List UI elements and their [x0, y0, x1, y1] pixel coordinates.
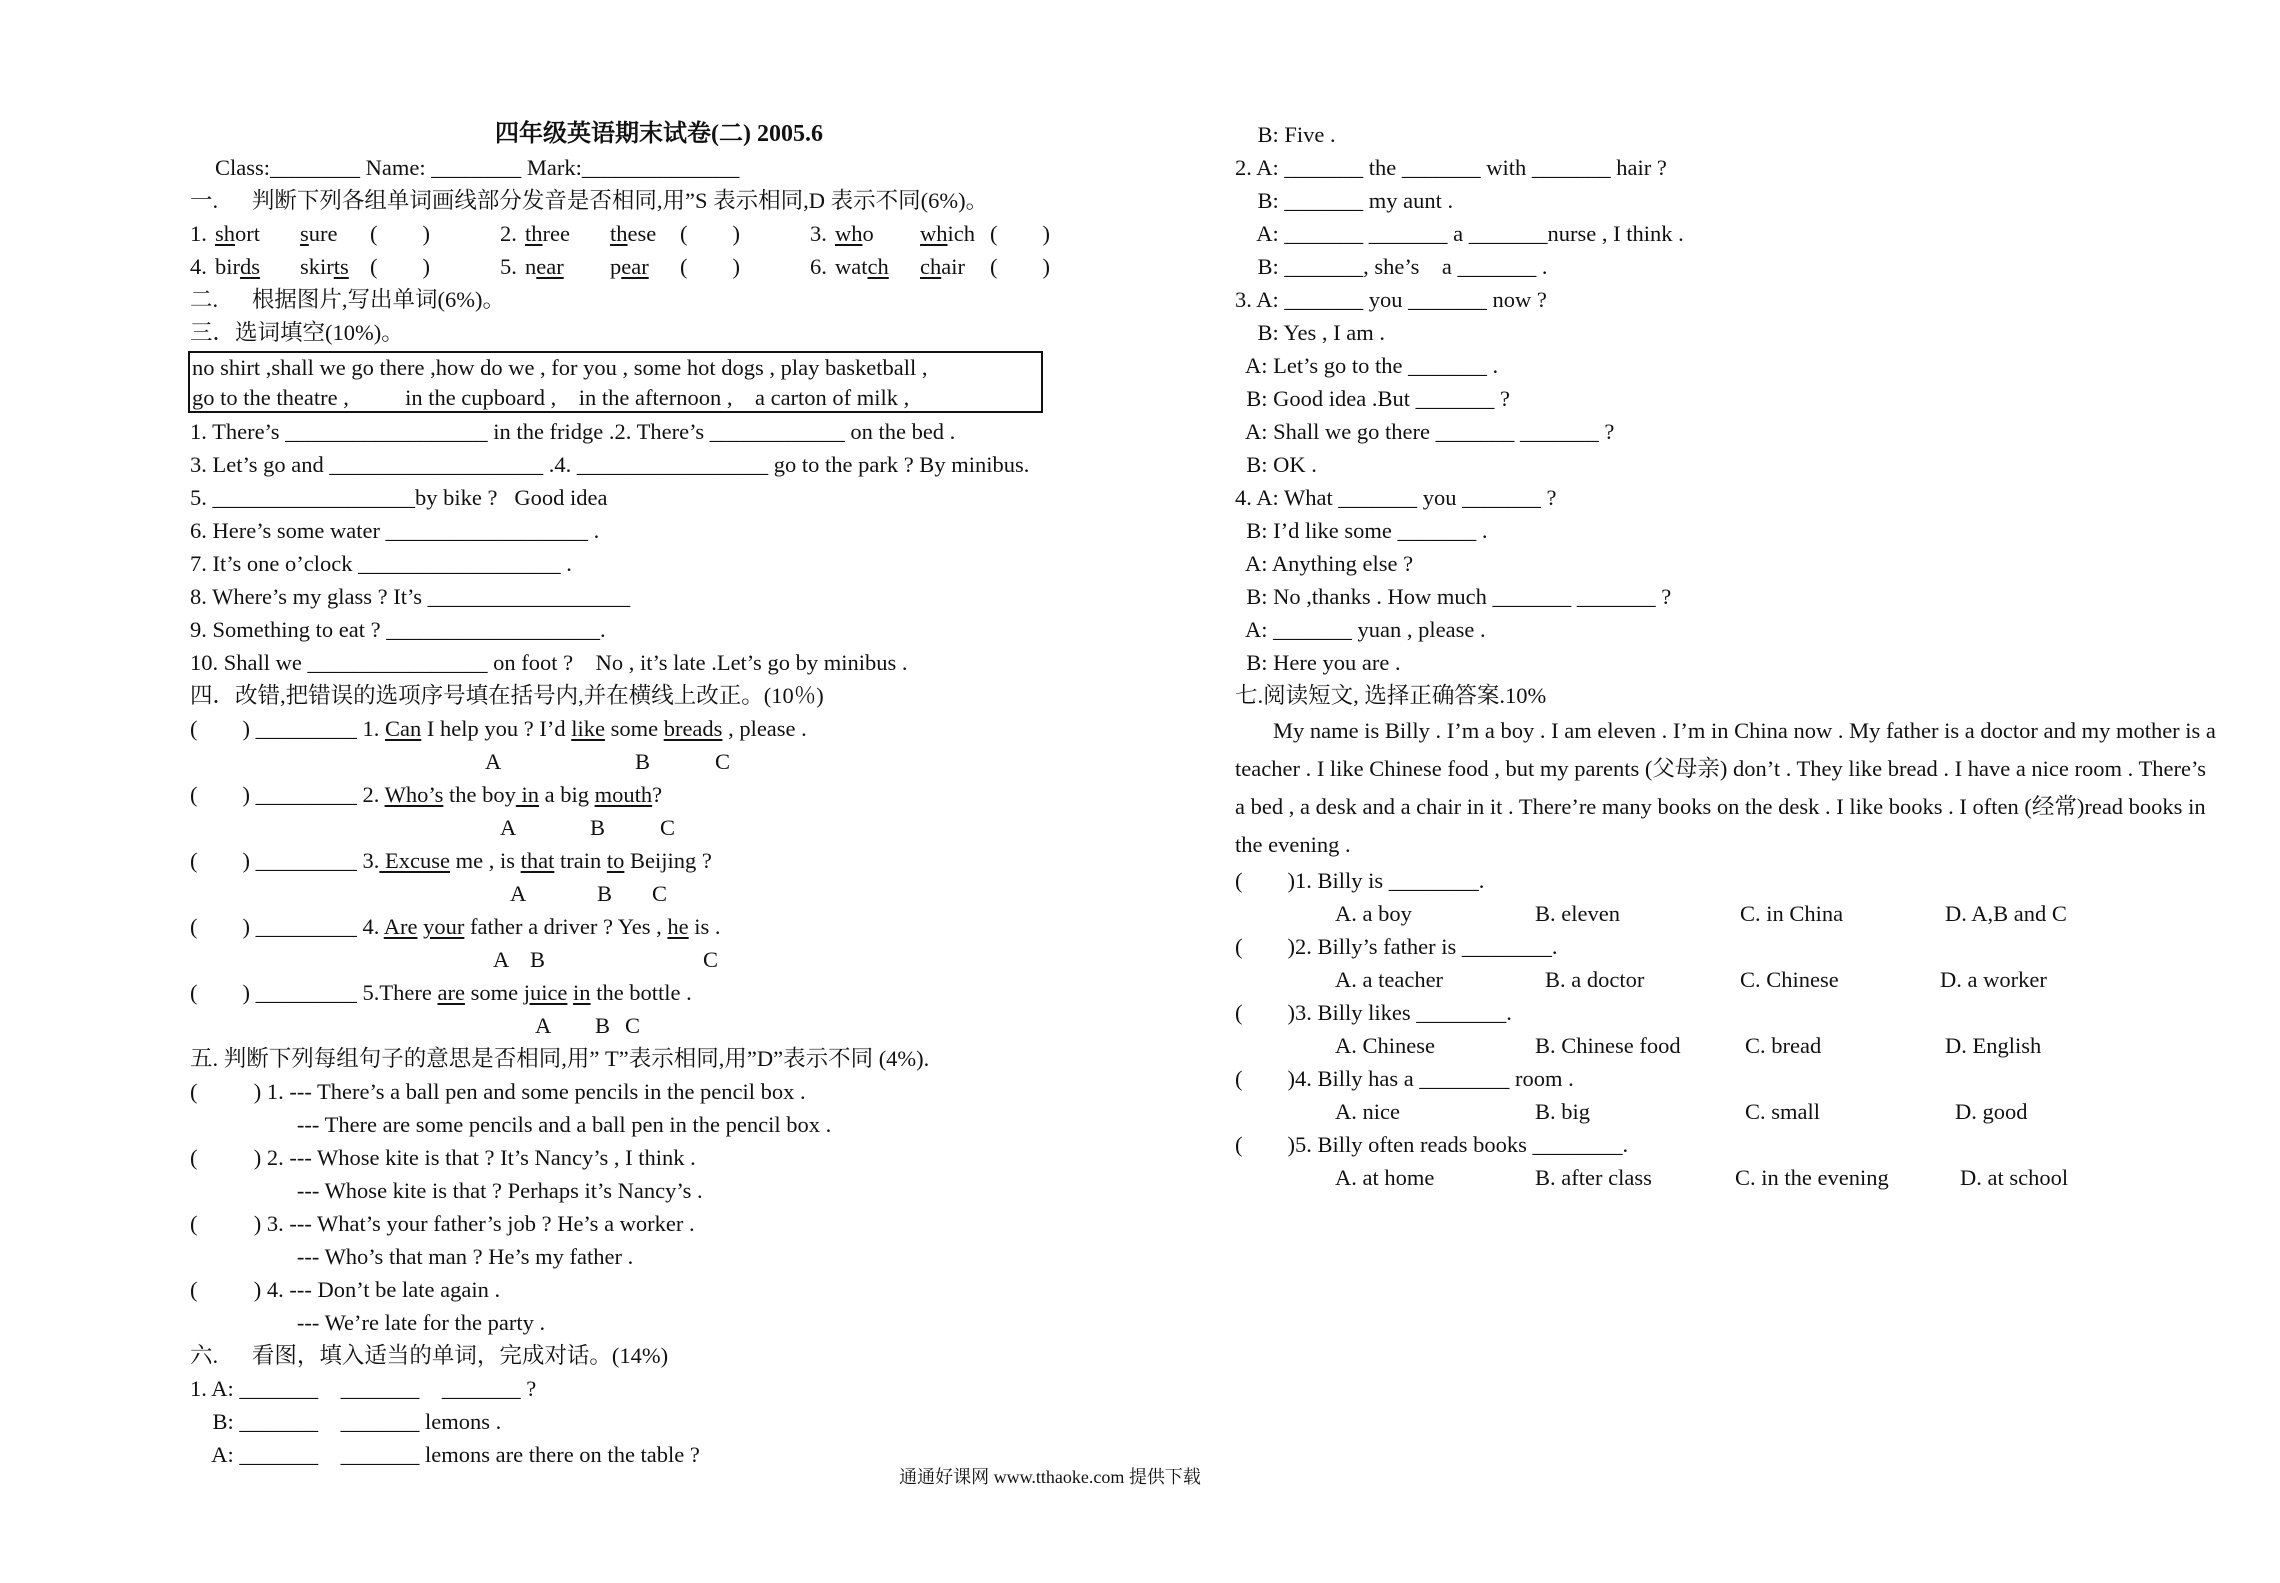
- option: C. bread: [1745, 1033, 1822, 1058]
- option: B. eleven: [1535, 901, 1620, 926]
- word-b: skirts: [300, 254, 349, 279]
- dialogue-line: 1. A: _______ _______ _______ ?: [190, 1376, 537, 1401]
- option: C. small: [1745, 1099, 1821, 1124]
- option: A. nice: [1335, 1099, 1400, 1124]
- dialogue-line: 2. A: _______ the _______ with _______ hair ?: [1235, 155, 1667, 180]
- option: B. after class: [1535, 1165, 1652, 1190]
- word-choice-box: [188, 351, 1043, 413]
- dialogue-line: B: Good idea .But _______ ?: [1235, 386, 1510, 411]
- judge-line: --- We’re late for the party .: [190, 1310, 546, 1335]
- option-letters: A B C: [485, 749, 731, 774]
- fill-item: 8. Where’s my glass ? It’s __________________: [190, 584, 631, 609]
- fill-item: 5. __________________by bike ? Good idea: [190, 485, 608, 510]
- exam-title: 四年级英语期末试卷(二) 2005.6: [495, 121, 823, 147]
- question-options: [1235, 963, 2235, 996]
- word-choice-line-1: no shirt ,shall we go there ,how do we , for you , some hot dogs , play basketball ,: [192, 355, 928, 380]
- word-a: near: [525, 254, 564, 279]
- word-b: sure: [300, 221, 338, 246]
- answer-paren: ( ): [990, 221, 1050, 246]
- question: ( )3. Billy likes ________.: [1235, 1000, 1512, 1025]
- option-letters: A B C: [535, 1013, 641, 1038]
- option: A. a teacher: [1335, 967, 1444, 992]
- dialogue-line: B: _______ _______ lemons .: [190, 1409, 502, 1434]
- option: A. Chinese: [1335, 1033, 1435, 1058]
- dialogue-line: B: I’d like some _______ .: [1235, 518, 1488, 543]
- question: ( )4. Billy has a ________ room .: [1235, 1066, 1574, 1091]
- dialogue-line: A: Anything else ?: [1235, 551, 1414, 576]
- student-info-line: Class:________ Name: ________ Mark:______________: [215, 155, 740, 180]
- judge-line: ( ) 2. --- Whose kite is that ? It’s Nancy’s , I think .: [190, 1145, 696, 1170]
- option: D. a worker: [1940, 967, 2047, 992]
- item-number: 6.: [810, 254, 833, 279]
- option: B. big: [1535, 1099, 1591, 1124]
- option: D. good: [1955, 1099, 2028, 1124]
- option: D. A,B and C: [1945, 901, 2067, 926]
- word-a: three: [525, 221, 570, 246]
- word-choice-line-2: go to the theatre , in the cupboard , in the afternoon , a carton of milk ,: [192, 385, 910, 410]
- dialogue-line: B: OK .: [1235, 452, 1317, 477]
- question-options: [1235, 1161, 2235, 1194]
- option: C. Chinese: [1740, 967, 1839, 992]
- dialogue-line: A: Shall we go there _______ _______ ?: [1235, 419, 1615, 444]
- option: A. a boy: [1335, 901, 1412, 926]
- option: B. a doctor: [1545, 967, 1645, 992]
- fill-item: 3. Let’s go and ___________________ .4. _________________ go to the park ? By minibus.: [190, 452, 1030, 477]
- judge-line: --- Who’s that man ? He’s my father .: [190, 1244, 634, 1269]
- question-options: [1235, 897, 2235, 930]
- item-number: 3.: [810, 221, 833, 246]
- option: A. at home: [1335, 1165, 1435, 1190]
- dialogue-line: A: _______ _______ lemons are there on the table ?: [190, 1442, 700, 1467]
- reading-passage: My name is Billy . I’m a boy . I am eleven . I’m in China now . My father is a doctor and my mother is a teacher . I like Chinese food , but my parents (父母亲) don’t . They like bread . I have a nice room . There’s a bed , a desk and a chair in it . There’re many books on the desk . I like books . I often (经常)read books in the evening .: [1235, 718, 2216, 857]
- dialogue-line: A: _______ _______ a _______nurse , I think .: [1235, 221, 1684, 246]
- fill-item: 1. There’s __________________ in the fridge .2. There’s ____________ on the bed .: [190, 419, 956, 444]
- question-options: [1235, 1095, 2235, 1128]
- option-letters: A B C: [500, 815, 676, 840]
- dialogue-line: 3. A: _______ you _______ now ?: [1235, 287, 1547, 312]
- option-letters: A B C: [493, 947, 719, 972]
- answer-paren: ( ): [680, 254, 740, 279]
- judge-line: --- Whose kite is that ? Perhaps it’s Nancy’s .: [190, 1178, 703, 1203]
- judge-line: ( ) 1. --- There’s a ball pen and some pencils in the pencil box .: [190, 1079, 806, 1104]
- error-correction-list: [190, 712, 1160, 1042]
- fill-item: 7. It’s one o’clock __________________ .: [190, 551, 572, 576]
- dialogue-line: 4. A: What _______ you _______ ?: [1235, 485, 1557, 510]
- item-number: 5.: [500, 254, 523, 279]
- option: D. English: [1945, 1033, 2042, 1058]
- judge-line: ( ) 3. --- What’s your father’s job ? He’s a worker .: [190, 1211, 695, 1236]
- word-b: these: [610, 221, 657, 246]
- option: D. at school: [1960, 1165, 2069, 1190]
- error-item: ( ) _________ 5.There are some juice in the bottle .: [190, 980, 692, 1005]
- section-1-heading: 一. 判断下列各组单词画线部分发音是否相同,用”S 表示相同,D 表示不同(6%)。: [190, 188, 989, 213]
- section-5-heading: 五. 判断下列每组句子的意思是否相同,用” T”表示相同,用”D”表示不同 (4%).: [190, 1046, 930, 1071]
- left-column: [190, 118, 1160, 1471]
- section-3-heading: 三．选词填空(10%)。: [190, 320, 404, 345]
- dialogue-line: A: _______ yuan , please .: [1235, 617, 1486, 642]
- fill-item: 6. Here’s some water __________________ .: [190, 518, 600, 543]
- error-item: ( ) _________ 4. Are your father a driver ? Yes , he is .: [190, 914, 721, 939]
- word-a: short: [215, 221, 261, 246]
- item-number: 4.: [190, 254, 213, 279]
- item-number: 1.: [190, 221, 213, 246]
- word-b: pear: [610, 254, 649, 279]
- error-item: ( ) _________ 3. Excuse me , is that train to Beijing ?: [190, 848, 712, 873]
- option-letters: A B C: [510, 881, 668, 906]
- word-a: watch: [835, 254, 889, 279]
- error-item: ( ) _________ 2. Who’s the boy in a big mouth?: [190, 782, 663, 807]
- question: ( )1. Billy is ________.: [1235, 868, 1485, 893]
- section-6-heading: 六. 看图，填入适当的单词，完成对话。(14%): [190, 1343, 669, 1368]
- right-column: [1235, 118, 2235, 1194]
- answer-paren: ( ): [370, 221, 430, 246]
- dialogue-line: B: Here you are .: [1235, 650, 1401, 675]
- dialogue-line: B: _______, she’s a _______ .: [1235, 254, 1548, 279]
- answer-paren: ( ): [990, 254, 1050, 279]
- section-2-heading: 二. 根据图片,写出单词(6%)。: [190, 287, 505, 312]
- option: C. in the evening: [1735, 1165, 1889, 1190]
- word-a: who: [835, 221, 874, 246]
- section-7-heading: 七.阅读短文, 选择正确答案.10%: [1235, 683, 1547, 708]
- item-number: 2.: [500, 221, 523, 246]
- word-b: which: [920, 221, 975, 246]
- phonics-row-2: [190, 250, 1160, 283]
- answer-paren: ( ): [680, 221, 740, 246]
- judge-line: ( ) 4. --- Don’t be late again .: [190, 1277, 501, 1302]
- word-a: birds: [215, 254, 261, 279]
- footer-credit: 通通好课网 www.tthaoke.com 提供下载: [899, 1467, 1201, 1487]
- fill-item: 10. Shall we ________________ on foot ? No , it’s late .Let’s go by minibus .: [190, 650, 908, 675]
- option: B. Chinese food: [1535, 1033, 1681, 1058]
- option: C. in China: [1740, 901, 1844, 926]
- judge-line: --- There are some pencils and a ball pen in the pencil box .: [190, 1112, 832, 1137]
- dialogue-line: B: Yes , I am .: [1235, 320, 1386, 345]
- dialogue-line: B: No ,thanks . How much _______ _______ ?: [1235, 584, 1672, 609]
- section-4-heading: 四．改错,把错误的选项序号填在括号内,并在横线上改正。(10％): [190, 683, 824, 708]
- error-item: ( ) _________ 1. Can I help you ? I’d like some breads , please .: [190, 716, 807, 741]
- answer-paren: ( ): [370, 254, 430, 279]
- dialogue-line: B: Five .: [1235, 122, 1336, 147]
- dialogue-line: B: _______ my aunt .: [1235, 188, 1454, 213]
- word-b: chair: [920, 254, 965, 279]
- question: ( )5. Billy often reads books ________.: [1235, 1132, 1629, 1157]
- phonics-row-1: [190, 217, 1160, 250]
- question: ( )2. Billy’s father is ________.: [1235, 934, 1558, 959]
- question-options: [1235, 1029, 2235, 1062]
- dialogue-line: A: Let’s go to the _______ .: [1235, 353, 1499, 378]
- fill-item: 9. Something to eat ? ___________________.: [190, 617, 606, 642]
